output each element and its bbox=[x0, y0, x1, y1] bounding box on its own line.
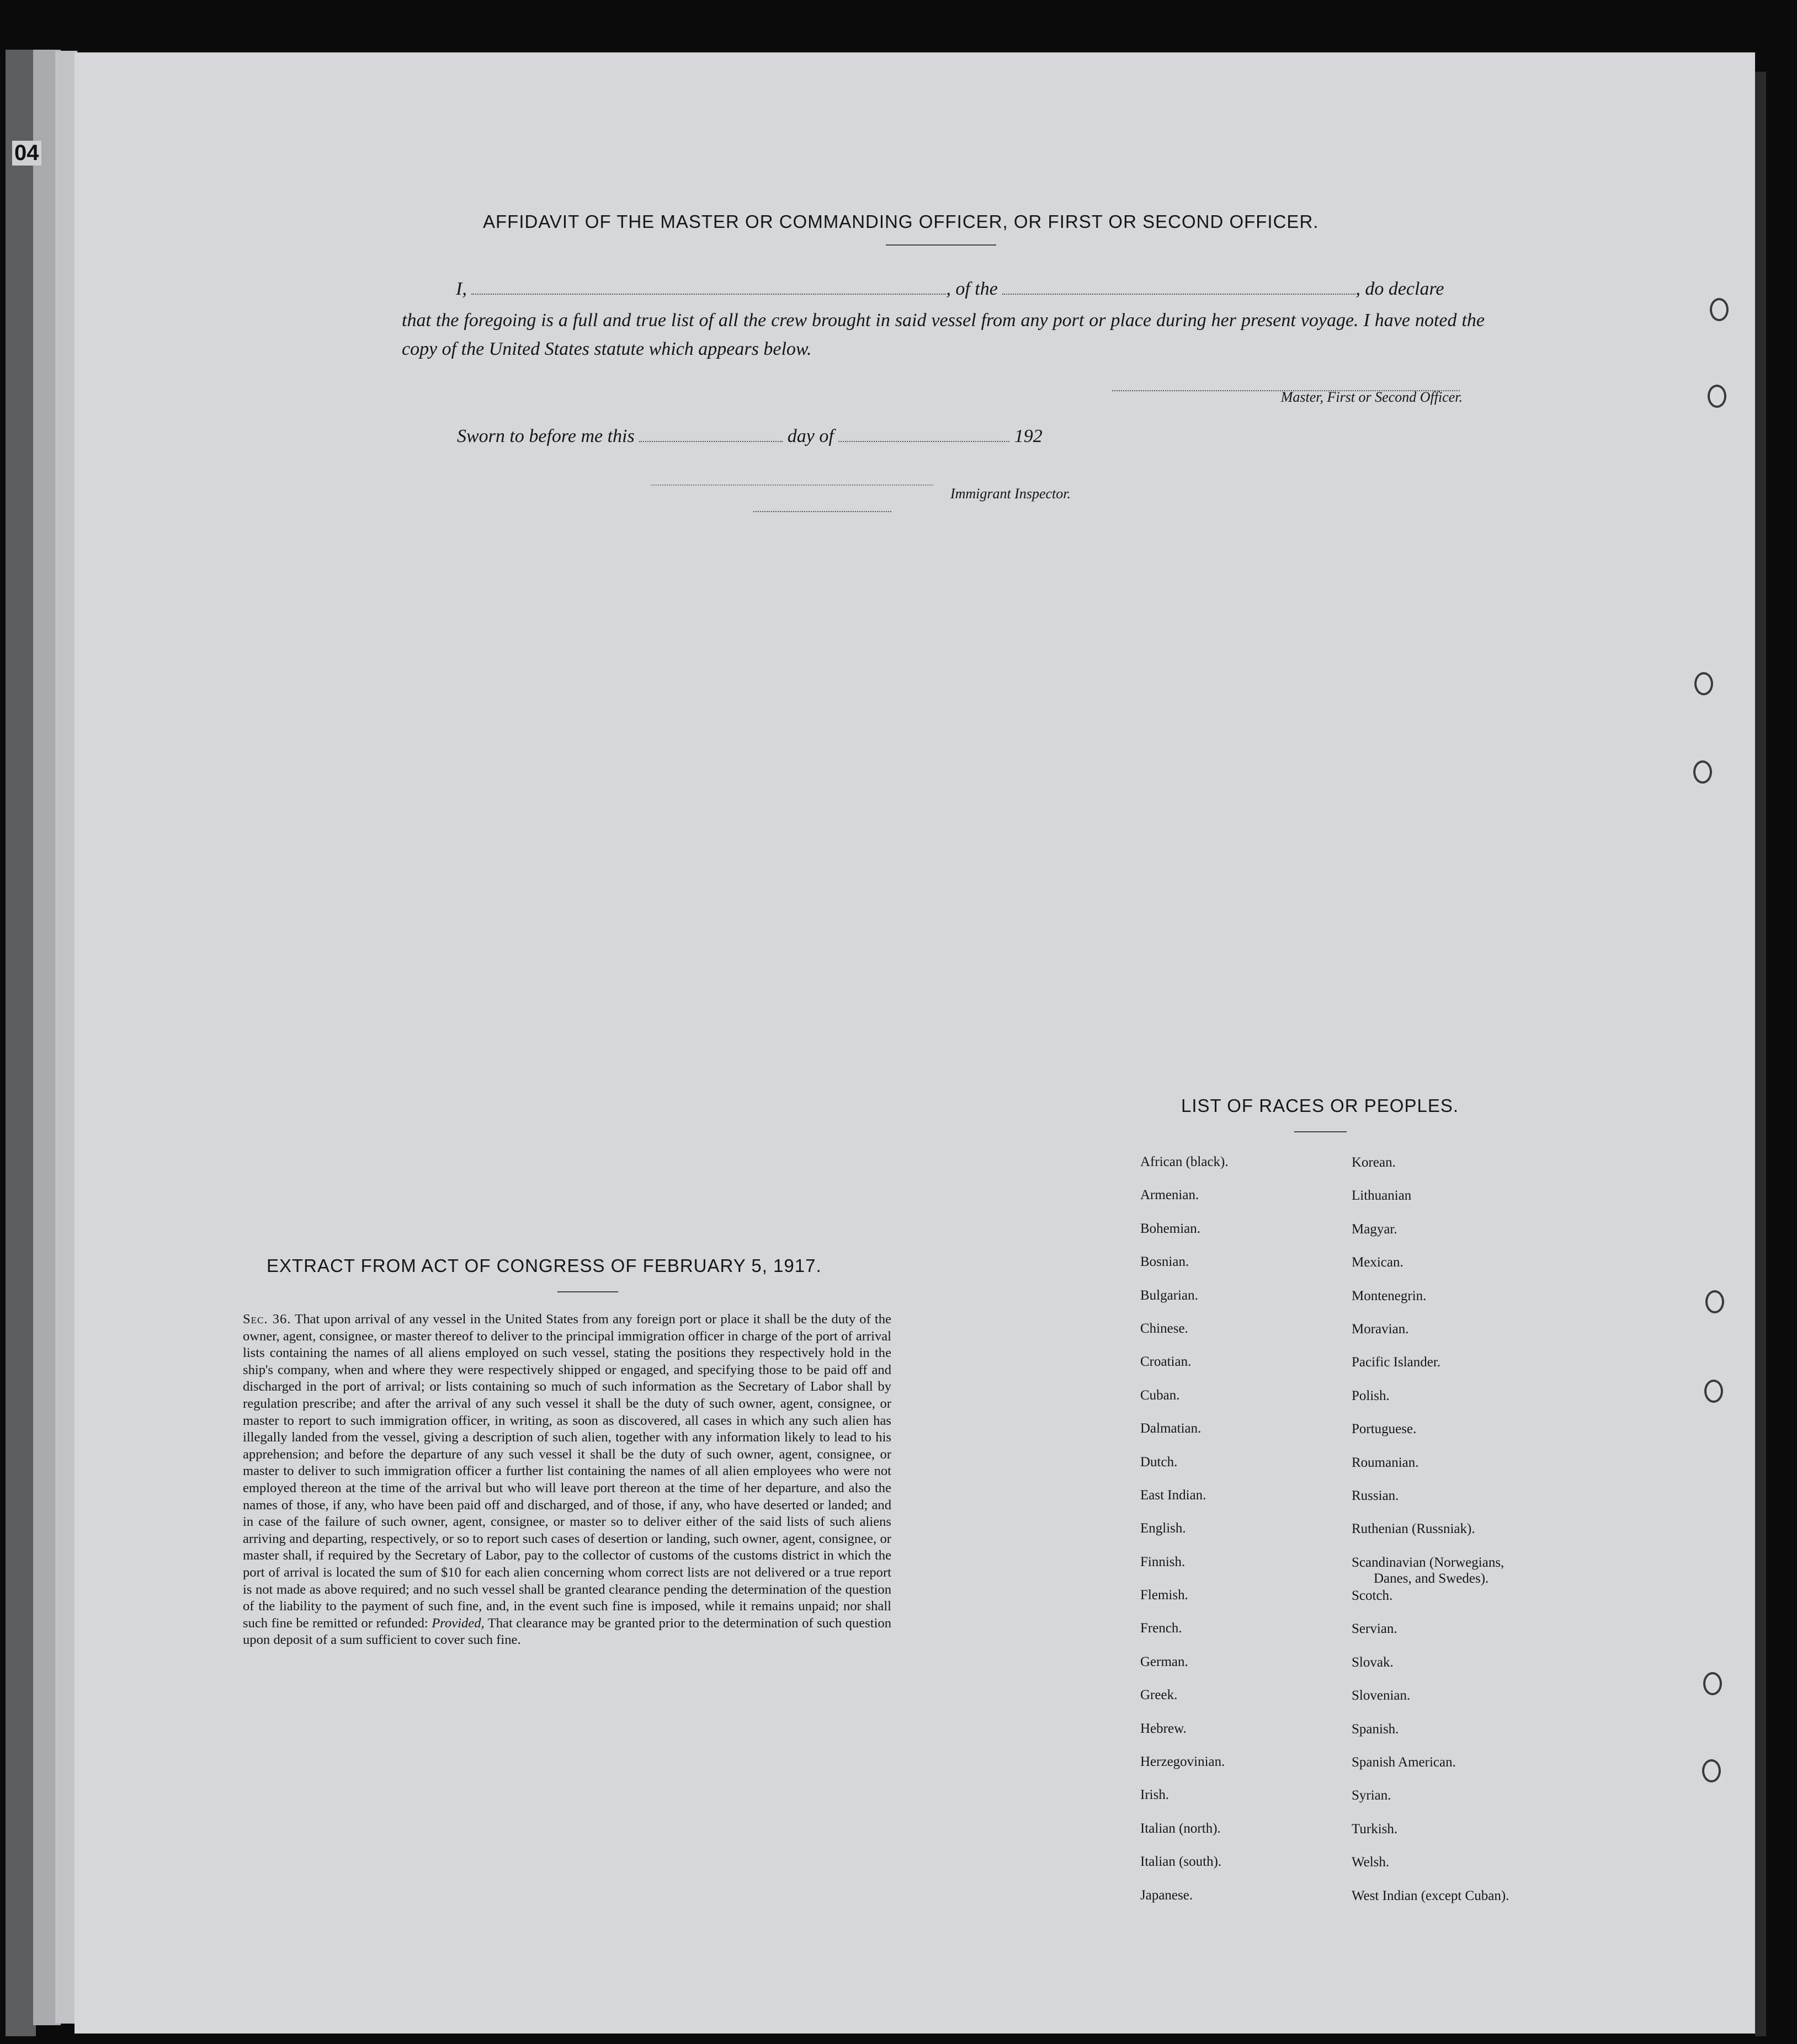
race-row bbox=[1140, 1421, 1582, 1454]
races-title: LIST OF RACES OR PEOPLES. bbox=[1181, 1095, 1459, 1116]
race-item-continuation: Danes, and Swedes). bbox=[1374, 1571, 1489, 1586]
race-item: Greek. bbox=[1140, 1688, 1178, 1703]
race-item: East Indian. bbox=[1140, 1487, 1206, 1503]
sworn-line bbox=[457, 426, 1043, 447]
inspector-signature-line bbox=[753, 510, 891, 512]
race-item: Servian. bbox=[1352, 1621, 1397, 1637]
race-item: Bosnian. bbox=[1140, 1254, 1189, 1270]
signature-label: Master, First or Second Officer. bbox=[1280, 389, 1463, 405]
race-item: West Indian (except Cuban). bbox=[1352, 1888, 1509, 1903]
race-item: Slovak. bbox=[1352, 1654, 1394, 1670]
race-item: Dutch. bbox=[1140, 1454, 1178, 1470]
page-stack-edge bbox=[55, 51, 77, 2024]
race-row bbox=[1140, 1821, 1582, 1854]
race-row bbox=[1140, 1588, 1582, 1621]
race-item: English. bbox=[1140, 1521, 1186, 1536]
race-row bbox=[1140, 1455, 1582, 1488]
extract-text-2: That clearance may be granted prior to the determination of such question upon deposit of a sum sufficient to cover such fine. bbox=[243, 1615, 891, 1648]
punch-hole bbox=[1705, 1290, 1724, 1313]
extract-title-underline bbox=[557, 1291, 618, 1292]
race-item: Turkish. bbox=[1352, 1821, 1398, 1837]
race-item: Finnish. bbox=[1140, 1554, 1185, 1569]
race-row bbox=[1140, 1254, 1582, 1287]
declaration-line bbox=[456, 279, 1444, 300]
race-row bbox=[1140, 1688, 1582, 1721]
race-row bbox=[1140, 1854, 1582, 1887]
month-blank[interactable] bbox=[838, 440, 1009, 442]
race-item: Scotch. bbox=[1352, 1588, 1393, 1604]
race-item: Japanese. bbox=[1140, 1887, 1193, 1903]
race-item: African (black). bbox=[1140, 1154, 1229, 1169]
punch-hole bbox=[1704, 1380, 1723, 1403]
race-item: German. bbox=[1140, 1654, 1188, 1669]
race-row bbox=[1140, 1787, 1582, 1821]
race-item: Montenegrin. bbox=[1352, 1288, 1427, 1303]
page-right-edge bbox=[1755, 72, 1766, 2036]
race-row bbox=[1140, 1888, 1582, 1921]
extract-text-1: That upon arrival of any vessel in the United States from any foreign port or place it shall be the duty of the owner, agent, consignee, or master thereof to deliver to the principal immigration officer in charge of the port of arrival lists containing the names of all aliens employed on such vessel, stating the positions they respectively hold in the ship's company, when and where they were respectively shipped or engaged, and specifying those to be paid off and discharged in the port of arrival; or lists containing so much of such information as the Secretary of Labor shall by regulation prescribe; and after the arrival of any such vessel it shall be the duty of such owner, agent, consignee, or master to report to such immigration officer, in writing, as soon as discovered, all cases in which any such alien has illegally landed from the vessel, giving a description of such alien, together with any information likely to lead to his apprehension; and before the departure of any such vessel it shall be the duty of such owner, agent, consignee, or master to deliver to such immigration officer a further list containing the names of all alien employees who were not employed thereon at the time of the arrival but who will leave port thereon at the time of her departure, and also the names of those, if any, who have been paid off and discharged, and of those, if any, who have deserted or landed; and in case of the failure of such owner, agent, consignee, or master so to deliver either of the said lists of such aliens arriving and departing, respectively, or so to report such cases of desertion or landing, such owner, agent, consignee, or master shall, if required by the Secretary of Labor, pay to the collector of customs of the customs district in which the port of arrival is located the sum of $10 for each alien concerning whom correct lists are not delivered or a true report is not made as above required; and no such vessel shall be granted clearance pending the determination of the question of the liability to the payment of such fine, and, in the event such fine is imposed, while it remains unpaid; nor shall such fine be remitted or refunded: bbox=[243, 1312, 891, 1631]
ledger-number: 04 bbox=[12, 141, 41, 166]
race-row bbox=[1140, 1154, 1582, 1188]
race-row bbox=[1140, 1555, 1582, 1588]
race-item: Russian. bbox=[1352, 1488, 1399, 1503]
punch-hole bbox=[1710, 298, 1729, 321]
race-item: Welsh. bbox=[1352, 1855, 1390, 1870]
race-item: Syrian. bbox=[1352, 1788, 1391, 1803]
declaration-body: that the foregoing is a full and true list of all the crew brought in said vessel from any port or place during her present voyage. I have noted the copy of the United States statute which appears below. bbox=[402, 310, 1485, 359]
race-item: Scandinavian (Norwegians, Danes, and Swedes). bbox=[1352, 1555, 1504, 1586]
do-declare-label: , do declare bbox=[1355, 279, 1444, 299]
race-row bbox=[1140, 1288, 1582, 1321]
race-row bbox=[1140, 1521, 1582, 1554]
punch-hole bbox=[1693, 760, 1712, 784]
race-row bbox=[1140, 1354, 1582, 1387]
punch-hole bbox=[1703, 1672, 1722, 1695]
race-item: Croatian. bbox=[1140, 1354, 1192, 1370]
race-item: Moravian. bbox=[1352, 1321, 1409, 1337]
race-item: Italian (north). bbox=[1140, 1821, 1221, 1836]
race-row bbox=[1140, 1388, 1582, 1421]
punch-hole bbox=[1694, 672, 1713, 695]
inspector-label: Immigrant Inspector. bbox=[950, 486, 1071, 502]
race-row bbox=[1140, 1654, 1582, 1688]
race-row bbox=[1140, 1488, 1582, 1521]
punch-hole bbox=[1708, 385, 1726, 408]
vessel-blank[interactable] bbox=[1002, 293, 1355, 295]
extract-title: EXTRACT FROM ACT OF CONGRESS OF FEBRUARY 5, 1917. bbox=[267, 1255, 822, 1276]
race-item: Pacific Islander. bbox=[1352, 1355, 1441, 1370]
race-item: Flemish. bbox=[1140, 1588, 1188, 1603]
day-blank[interactable] bbox=[639, 440, 783, 442]
race-row bbox=[1140, 1188, 1582, 1221]
races-list bbox=[1140, 1154, 1582, 1921]
day-of-label: day of bbox=[787, 426, 834, 446]
provided-label: Provided, bbox=[432, 1615, 485, 1631]
race-item: Irish. bbox=[1140, 1787, 1169, 1803]
year-label: 192 bbox=[1014, 426, 1043, 446]
race-item: Bulgarian. bbox=[1140, 1287, 1198, 1303]
affidavit-title: AFFIDAVIT OF THE MASTER OR COMMANDING OFFICER, OR FIRST OR SECOND OFFICER. bbox=[483, 211, 1319, 232]
sworn-prefix: Sworn to before me this bbox=[457, 426, 635, 446]
race-item: Portuguese. bbox=[1352, 1422, 1417, 1437]
race-item: Bohemian. bbox=[1140, 1221, 1201, 1236]
races-title-underline bbox=[1294, 1131, 1347, 1132]
race-item: Cuban. bbox=[1140, 1387, 1180, 1403]
race-row bbox=[1140, 1221, 1582, 1254]
punch-hole bbox=[1702, 1759, 1721, 1782]
race-item: Hebrew. bbox=[1140, 1721, 1187, 1736]
race-item: Slovenian. bbox=[1352, 1688, 1411, 1704]
i-label: I, bbox=[456, 279, 467, 299]
title-underline bbox=[886, 244, 996, 246]
section-label: Sec. 36. bbox=[243, 1312, 291, 1327]
race-item: Armenian. bbox=[1140, 1188, 1199, 1203]
race-row bbox=[1140, 1721, 1582, 1754]
ledger-spine bbox=[6, 50, 36, 2036]
race-row bbox=[1140, 1754, 1582, 1787]
race-item: Chinese. bbox=[1140, 1321, 1188, 1336]
name-blank[interactable] bbox=[471, 293, 946, 295]
race-item: Korean. bbox=[1352, 1155, 1396, 1170]
race-item: Polish. bbox=[1352, 1388, 1390, 1403]
race-item: Roumanian. bbox=[1352, 1455, 1419, 1470]
race-item: French. bbox=[1140, 1621, 1182, 1636]
of-the-label: , of the bbox=[946, 279, 998, 299]
race-row bbox=[1140, 1621, 1582, 1654]
race-item: Lithuanian bbox=[1352, 1188, 1412, 1204]
race-item: Herzegovinian. bbox=[1140, 1754, 1225, 1770]
race-row bbox=[1140, 1321, 1582, 1354]
race-item: Spanish. bbox=[1352, 1721, 1399, 1737]
race-item: Ruthenian (Russniak). bbox=[1352, 1521, 1475, 1537]
extract-body bbox=[243, 1311, 891, 1649]
race-item: Dalmatian. bbox=[1140, 1421, 1201, 1436]
race-item: Italian (south). bbox=[1140, 1854, 1222, 1870]
race-item: Spanish American. bbox=[1352, 1755, 1456, 1770]
race-item: Mexican. bbox=[1352, 1255, 1403, 1270]
race-item: Magyar. bbox=[1352, 1221, 1397, 1237]
